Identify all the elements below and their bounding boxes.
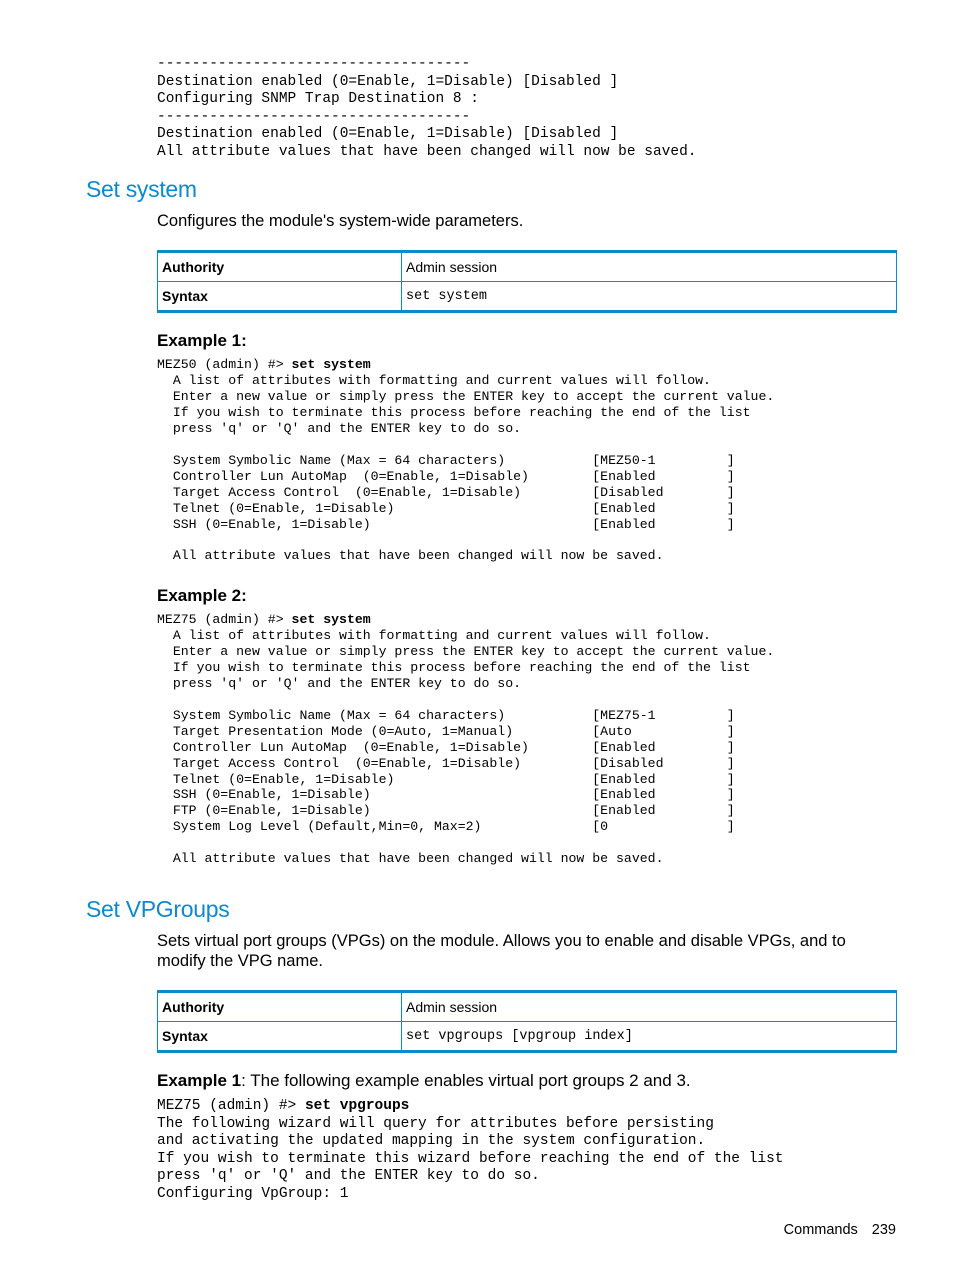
authority-label: Authority [158,992,402,1022]
cli-prompt: MEZ50 (admin) #> [157,357,292,372]
code-block-top [157,56,697,162]
syntax-value: set vpgroups [vpgroup index] [402,1022,897,1052]
example-code-block [157,612,774,867]
cli-prompt: MEZ75 (admin) #> [157,612,292,627]
command-reference-table [157,250,897,313]
authority-value: Admin session [402,992,897,1022]
code-line: All attribute values that have been changed will now be saved. [157,143,697,160]
code-line: ------------------------------------ [157,56,471,72]
code-line: Configuring SNMP Trap Destination 8 : [157,91,479,108]
command-reference-table [157,990,897,1053]
cli-output: A list of attributes with formatting and current values will follow. Enter a new value or simply press the ENTER key to accept the current value. If you wish to terminate this process before reaching the end of the list press 'q' or 'Q' and the ENTER key to do so. System Symbolic Name (Max = 64 characters) [MEZ75-1 ] Target Presentation Mode (0=Auto, 1=Manual) [Auto ] Controller Lun AutoMap (0=Enable, 1=Disable) [Enabled ] Target Access Control (0=Enable, 1=Disable) [Disabled ] Telnet (0=Enable, 1=Disable) [Enabled ] SSH (0=Enable, 1=Disable) [Enabled ] FTP (0=Enable, 1=Disable) [Enabled ] System Log Level (Default,Min=0, Max=2) [0 ] All attribute values that have been changed will now be saved. [172,627,775,867]
example-code-block [157,1098,784,1204]
cli-command: set system [291,612,371,627]
footer-section-name: Commands [783,1222,858,1238]
example-code-block [157,357,774,564]
section-heading-set-system: Set system [86,176,197,202]
example-caption: : The following example enables virtual port groups 2 and 3. [241,1071,691,1090]
cli-command: set vpgroups [304,1098,410,1114]
example-label: Example 1 [157,1071,242,1090]
cli-output: The following wizard will query for attributes before persisting and activating the updated mapping in the system configuration. If you wish to terminate this wizard before reaching the end of the list press 'q' or 'Q' and the ENTER key to do so. Configuring VpGroup: 1 [157,1115,784,1202]
example-intro [157,1071,887,1091]
example-label: Example 1: [157,331,247,350]
syntax-label: Syntax [158,282,402,312]
section-heading-set-vpgroups: Set VPGroups [86,896,230,922]
syntax-label: Syntax [158,1022,402,1052]
authority-value: Admin session [402,252,897,282]
page-footer [784,1222,896,1238]
section-description: Configures the module's system-wide parameters. [157,212,524,230]
section-description: Sets virtual port groups (VPGs) on the module. Allows you to enable and disable VPGs, and to modify the VPG name. [157,932,846,970]
code-line: Destination enabled (0=Enable, 1=Disable) [Disabled ] [157,73,619,90]
example-label: Example 2: [157,586,247,605]
code-line: ------------------------------------ [157,108,471,125]
syntax-value: set system [402,282,897,312]
cli-prompt: MEZ75 (admin) #> [157,1098,305,1114]
authority-label: Authority [158,252,402,282]
page-number: 239 [871,1222,896,1238]
cli-output: A list of attributes with formatting and current values will follow. Enter a new value or simply press the ENTER key to accept the current value. If you wish to terminate this process before reaching the end of the list press 'q' or 'Q' and the ENTER key to do so. System Symbolic Name (Max = 64 characters) [MEZ50-1 ] Controller Lun AutoMap (0=Enable, 1=Disable) [Enabled ] Target Access Control (0=Enable, 1=Disable) [Disabled ] Telnet (0=Enable, 1=Disable) [Enabled ] SSH (0=Enable, 1=Disable) [Enabled ] All attribute values that have been changed will now be saved. [172,372,775,564]
cli-command: set system [291,357,371,372]
code-line: Destination enabled (0=Enable, 1=Disable) [Disabled ] [157,126,619,143]
